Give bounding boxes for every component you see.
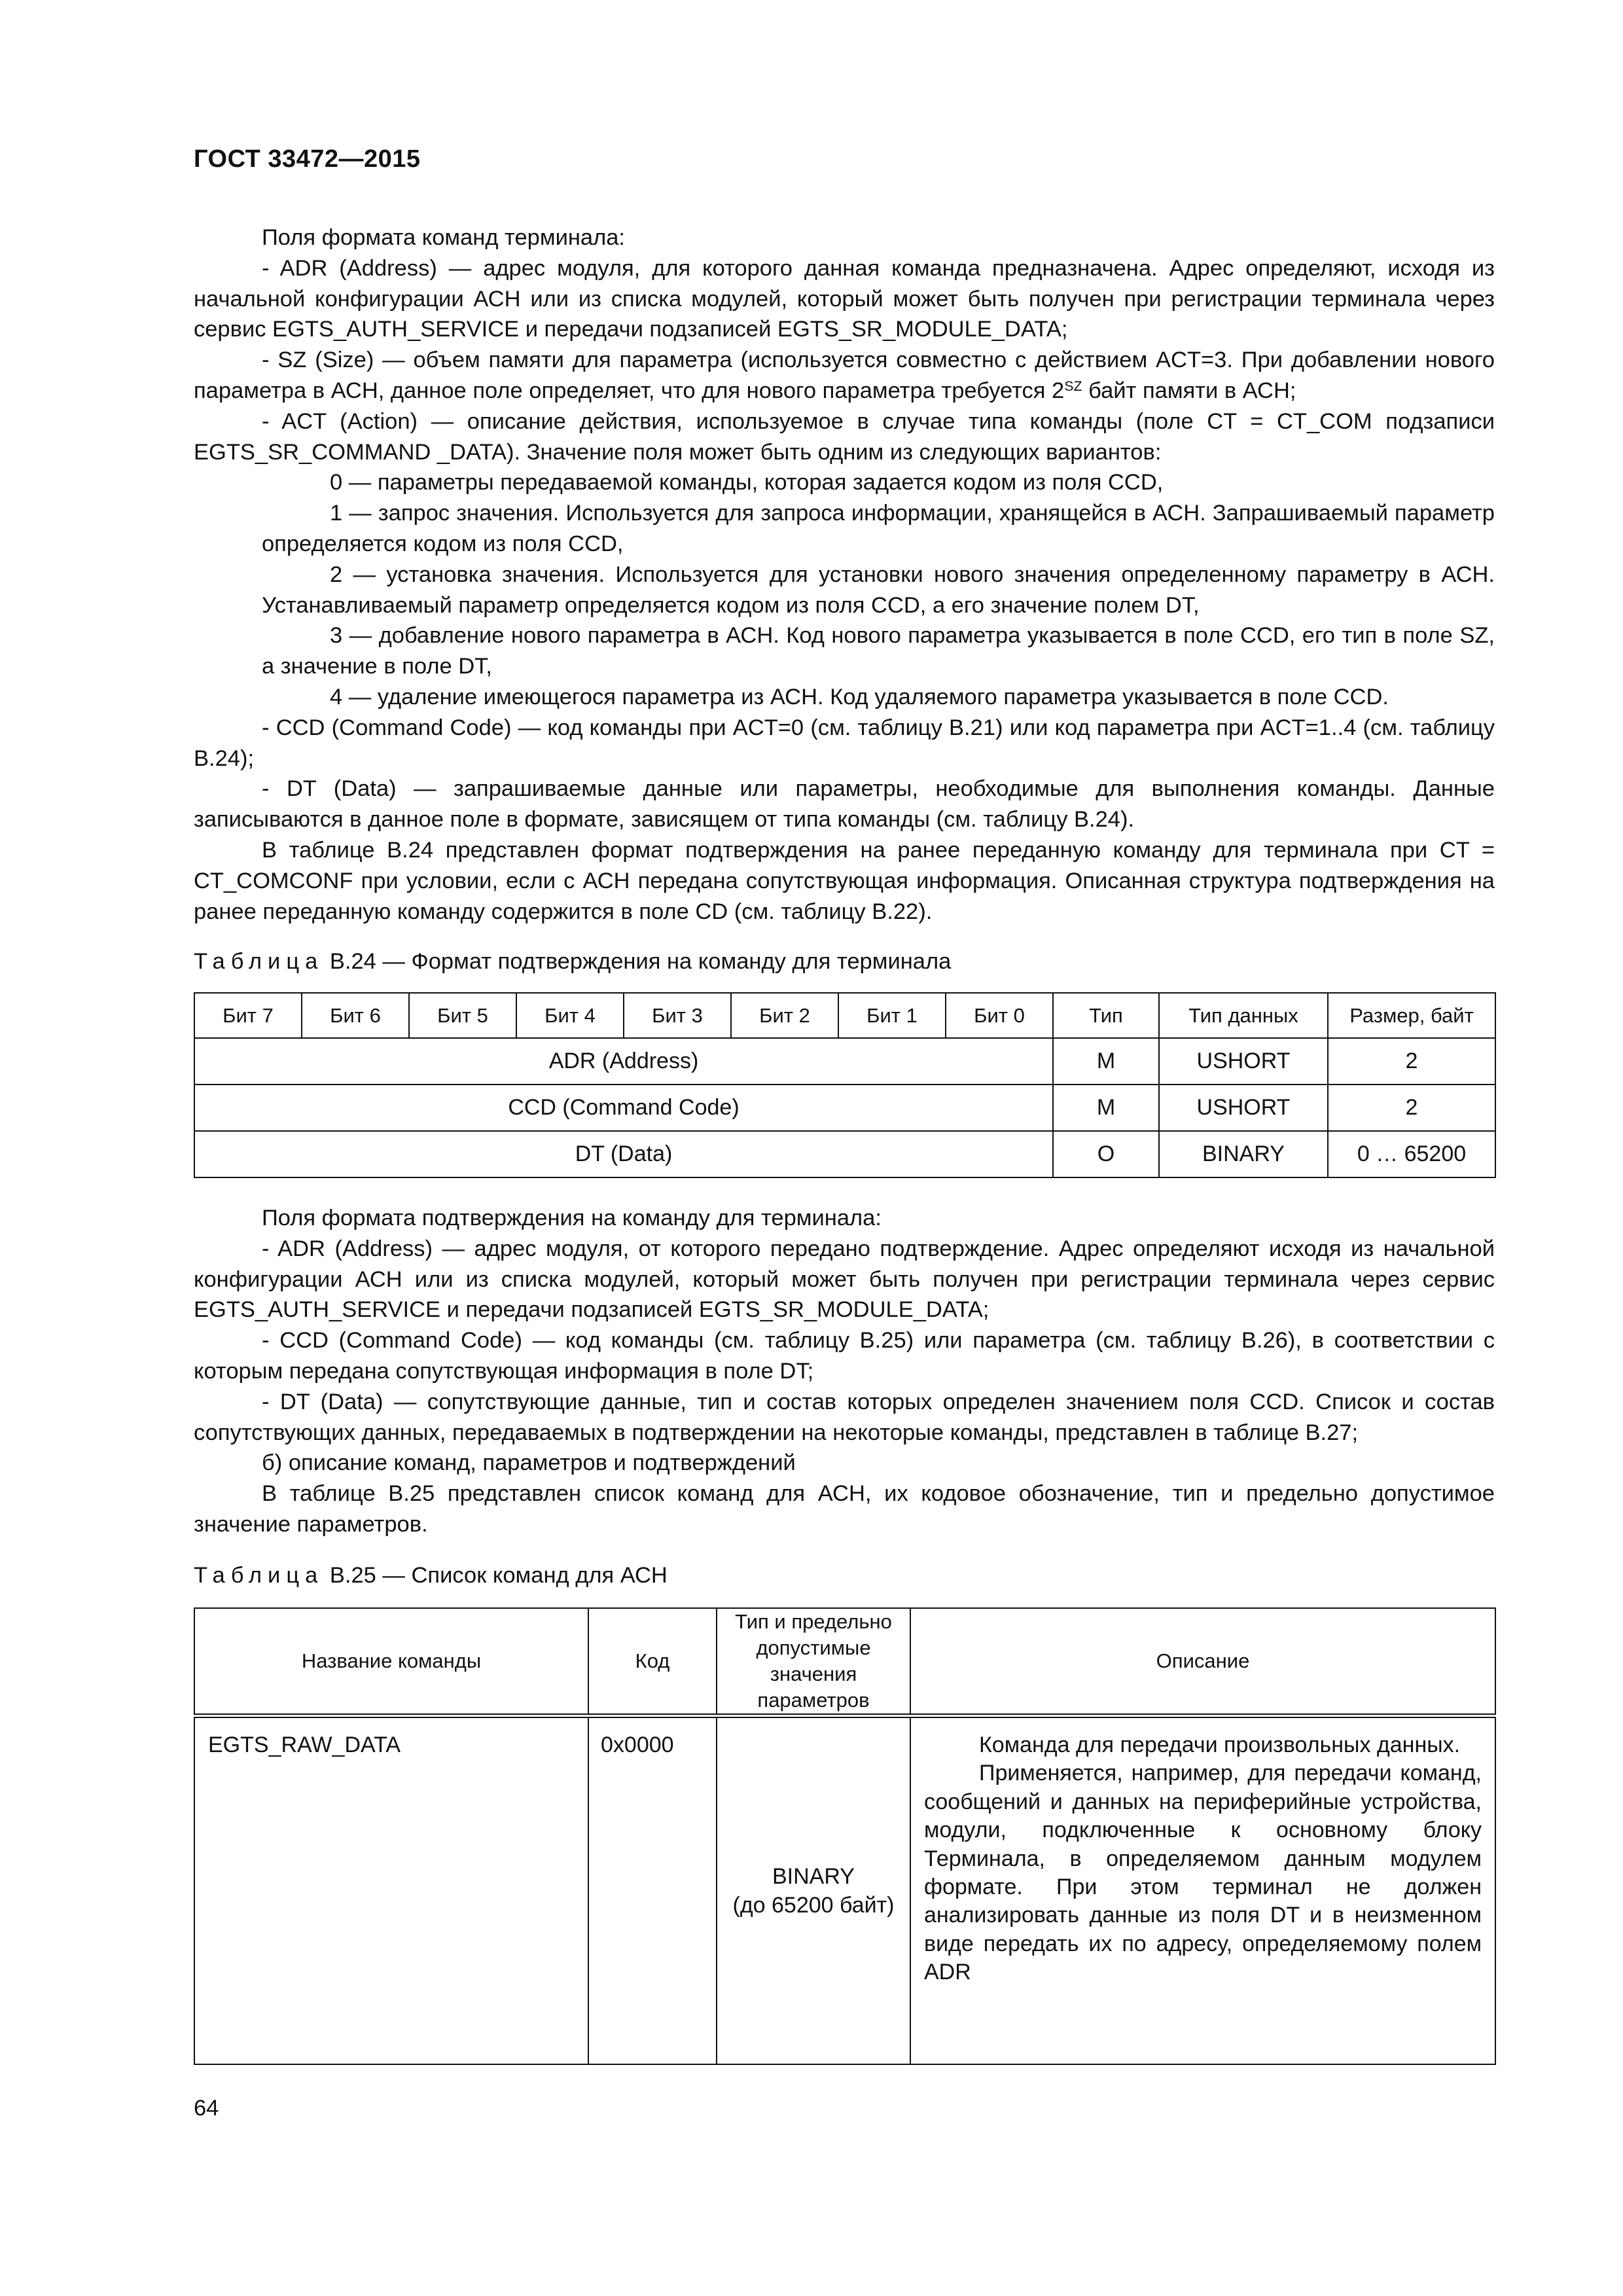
document-standard-number: ГОСТ 33472—2015 [194,145,421,173]
datatype-cell: BINARY [1159,1131,1328,1177]
table24-caption-prefix: Таблица [194,949,324,974]
command-description-cell [910,1716,1495,2065]
paragraph-ccd: - CCD (Command Code) — код команды (см. таблицу В.25) или параметра (см. таблицу В.26), в соответствии с которым передана сопутствующая информация в поле DT; [194,1328,1495,1384]
paragraph-adr: - ADR (Address) — адрес модуля, от которого передано подтверждение. Адрес определяют исходя из начальной конфигурации АСН или из списка модулей, который может быть получен при регистрации терминала через сервис EGTS_AUTH_SERVICE и передачи подзаписей EGTS_SR_MODULE_DATA; [194,1236,1495,1323]
header-code: Код [588,1608,717,1716]
paragraph-table24-intro: В таблице В.24 представлен формат подтверждения на ранее переданную команду для терминала при CT = CT_COMCONF при условии, если с АСН передана сопутствующая информация. Описанная структура подтверждения на ранее переданную команду содержится в поле CD (см. таблицу В.22). [194,837,1495,924]
size-cell: 0 … 65200 [1328,1131,1495,1177]
table24-header-cell: Бит 3 [624,993,731,1038]
paragraph: Поля формата команд терминала: [262,225,625,250]
table24-header-cell: Размер, байт [1328,993,1495,1038]
paragraph-adr: - ADR (Address) — адрес модуля, для которого данная команда предназначена. Адрес определяют, исходя из начальной конфигурации АСН или из списка модулей, который может быть получен при регистрации терминала через сервис EGTS_AUTH_SERVICE и передачи подзаписей EGTS_SR_MODULE_DATA; [194,255,1495,342]
act-option-4: 4 — удаление имеющегося параметра из АСН. Код удаляемого параметра указывается в поле CCD. [330,684,1389,709]
page-number: 64 [194,2096,219,2121]
paragraph-dt: - DT (Data) — сопутствующие данные, тип и состав которых определен значением поля CCD. Список и состав сопутствующих данных, передаваемых в подтверждении на некоторые команды, представлен в таблице В.27; [194,1389,1495,1445]
description-paragraph: Команда для передачи произвольных данных. [979,1732,1461,1757]
act-option-1: 1 — запрос значения. Используется для запроса информации, хранящейся в АСН. Запрашиваемый параметр определяется кодом из поля CCD, [262,501,1495,556]
type-cell: O [1053,1131,1159,1177]
field-name-cell: DT (Data) [194,1131,1053,1177]
table24-header-row [194,993,1495,1038]
header-command-name: Название команды [194,1608,588,1716]
table24 [194,992,1496,1178]
table-row [194,1085,1495,1131]
act-option-2: 2 — установка значения. Используется для установки нового значения определенному параметру в АСН. Устанавливаемый параметр определяется кодом из поля CCD, а его значение полем DT, [262,562,1495,618]
table25-caption-title: В.25 — Список команд для АСН [323,1563,668,1588]
table25-caption [194,1563,668,1588]
table25-caption-prefix: Таблица [194,1563,324,1588]
type-value: BINARY [772,1864,855,1889]
header-type-limits: Тип и предельно допустимые значения параметров [717,1608,910,1716]
datatype-cell: USHORT [1159,1038,1328,1085]
paragraph-act: - ACT (Action) — описание действия, используемое в случае типа команды (поле CT = CT_COM подзаписи EGTS_SR_COMMAND _DATA). Значение поля может быть одним из следующих вариантов: [194,408,1495,465]
table25 [194,1607,1496,2065]
size-cell: 2 [1328,1038,1495,1085]
paragraph-subsection-b: б) описание команд, параметров и подтверждений [262,1450,796,1476]
act-option-3: 3 — добавление нового параметра в АСН. Код нового параметра указывается в поле CCD, его тип в поле SZ, а значение в поле DT, [262,623,1495,679]
paragraph-ccd: - CCD (Command Code) — код команды при ACT=0 (см. таблицу В.21) или код параметра при ACT=1..4 (см. таблицу В.24); [194,715,1495,771]
command-type-cell [717,1716,910,2065]
table24-caption-title: В.24 — Формат подтверждения на команду для терминала [323,949,952,974]
table-row [194,1716,1495,2065]
table24-header-cell: Бит 4 [516,993,624,1038]
datatype-cell: USHORT [1159,1085,1328,1131]
paragraph-sz [194,345,1495,406]
sz-text-a: - SZ (Size) — объем памяти для параметра (используется совместно с действием ACT=3. При добавлении нового параметра в АСН, данное поле определяет, что для нового параметра требуется 2 [194,348,1495,403]
table24-header-cell: Бит 7 [194,993,302,1038]
table24-header-cell: Бит 5 [409,993,516,1038]
paragraph: Поля формата подтверждения на команду для терминала: [262,1206,882,1230]
field-name-cell: CCD (Command Code) [194,1085,1053,1131]
confirmation-fields-section [194,1203,1495,1540]
type-cell: M [1053,1038,1159,1085]
table24-header-cell: Бит 6 [302,993,409,1038]
act-option-0: 0 — параметры передаваемой команды, которая задается кодом из поля CCD, [330,470,1164,495]
table-row [194,1038,1495,1085]
table-row [194,1131,1495,1177]
command-name-cell: EGTS_RAW_DATA [194,1716,588,2065]
field-name-cell: ADR (Address) [194,1038,1053,1085]
table24-header-cell: Тип [1053,993,1159,1038]
table25-header-row [194,1608,1495,1716]
description-paragraph: Применяется, например, для передачи команд, сообщений и данных на периферийные устройства, модули, подключенные к основному блоку Терминала, в определяемом данным модулем формате. При этом терминал не должен анализировать данные из поля DT и в неизменном виде передать их по адресу, определяемому полем ADR [924,1761,1482,1985]
header-description: Описание [910,1608,1495,1716]
table24-caption [194,949,951,975]
paragraph-dt: - DT (Data) — запрашиваемые данные или параметры, необходимые для выполнения команды. Данные записываются в данное поле в формате, зависящем от типа команды (см. таблицу В.24). [194,776,1495,833]
sz-superscript: SZ [1064,378,1082,395]
sz-text-b: байт памяти в АСН; [1082,378,1296,403]
table24-header-cell: Бит 1 [838,993,946,1038]
size-cell: 2 [1328,1085,1495,1131]
command-code-cell: 0x0000 [588,1716,717,2065]
type-cell: M [1053,1085,1159,1131]
terminal-command-fields-section [194,223,1495,927]
table24-header-cell: Бит 2 [731,993,838,1038]
table24-header-cell: Бит 0 [946,993,1053,1038]
table24-header-cell: Тип данных [1159,993,1328,1038]
type-limit: (до 65200 байт) [732,1893,895,1918]
paragraph-table25-intro: В таблице В.25 представлен список команд для АСН, их кодовое обозначение, тип и предельно допустимое значение параметров. [194,1481,1495,1537]
